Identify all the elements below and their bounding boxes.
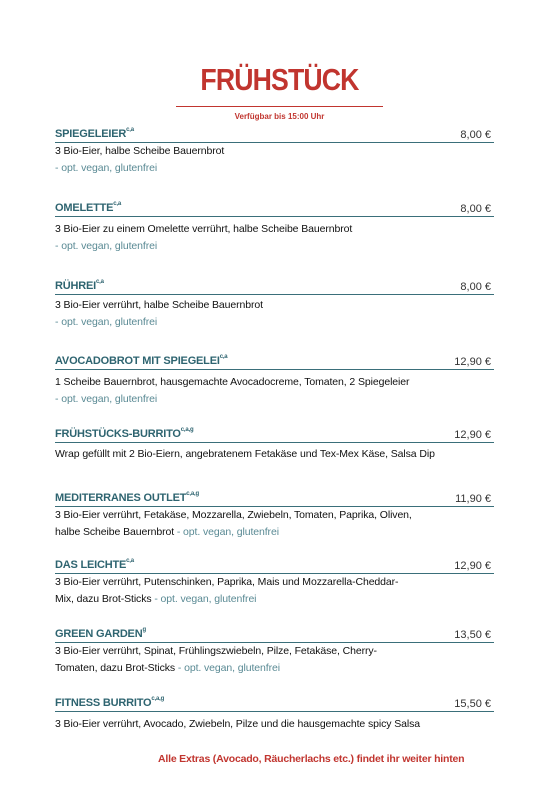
dietary-option: - opt. vegan, glutenfrei	[174, 526, 279, 538]
menu-item-description: Tomaten, dazu Brot-Sticks - opt. vegan, glutenfrei	[55, 662, 280, 674]
title-divider	[176, 106, 383, 107]
menu-item-description: 3 Bio-Eier verrührt, Spinat, Frühlingszwiebeln, Pilze, Fetakäse, Cherry-	[55, 645, 377, 657]
menu-item-description: Mix, dazu Brot-Sticks - opt. vegan, glutenfrei	[55, 593, 257, 605]
allergen-codes: c,a	[219, 354, 228, 360]
menu-item	[55, 200, 494, 255]
menu-item-name: AVOCADOBROT MIT SPIEGELEI$^{c,a}$	[55, 354, 228, 367]
menu-item-description: 3 Bio-Eier verrührt, Avocado, Zwiebeln, Pilze und die hausgemachte spicy Salsa	[55, 718, 420, 730]
dietary-option: - opt. vegan, glutenfrei	[55, 316, 158, 328]
menu-item-name: FRÜHSTÜCKS-BURRITO$^{c,a,g}$	[55, 427, 194, 440]
menu-item-name: MEDITERRANES OUTLET$^{c,a,g}$	[55, 491, 199, 504]
allergen-codes: c,a	[113, 201, 122, 207]
menu-item-name: DAS LEICHTE$^{c,a}$	[55, 558, 134, 571]
allergen-codes: c,a	[126, 127, 134, 133]
menu-item-description	[55, 314, 494, 331]
menu-item	[55, 626, 494, 677]
menu-item-price: 13,50 €	[454, 629, 491, 641]
menu-item-price: 8,00 €	[460, 281, 491, 293]
menu-item	[55, 278, 494, 331]
menu-item-description: 1 Scheibe Bauernbrot, hausgemachte Avocadocreme, Tomaten, 2 Spiegeleier	[55, 376, 410, 388]
menu-item-header	[55, 126, 494, 143]
menu-item-header	[55, 353, 494, 370]
menu-item-header	[55, 200, 494, 217]
menu-item-description	[55, 238, 494, 255]
menu-item	[55, 490, 494, 541]
dietary-option: - opt. vegan, glutenfrei	[55, 162, 158, 174]
dietary-option: - opt. vegan, glutenfrei	[55, 240, 158, 252]
allergen-codes: c,a	[126, 558, 134, 564]
dietary-option: - opt. vegan, glutenfrei	[175, 662, 280, 674]
allergen-codes: c,a,g	[180, 427, 194, 433]
menu-item	[55, 353, 494, 408]
menu-item-description	[55, 160, 494, 177]
menu-item-price: 12,90 €	[454, 356, 491, 368]
menu-item-price: 11,90 €	[455, 493, 491, 505]
menu-item-description: halbe Scheibe Bauernbrot - opt. vegan, glutenfrei	[55, 526, 279, 538]
dietary-option: - opt. vegan, glutenfrei	[151, 593, 257, 605]
menu-item-description: 3 Bio-Eier zu einem Omelette verrührt, halbe Scheibe Bauernbrot	[55, 223, 353, 235]
allergen-codes: c,a	[95, 279, 104, 285]
menu-item	[55, 426, 494, 463]
menu-item	[55, 557, 494, 608]
menu-item-price: 8,00 €	[460, 129, 491, 141]
menu-item-header	[55, 278, 494, 295]
menu-item-header	[55, 426, 494, 443]
page-title: FRÜHSTÜCK	[200, 62, 359, 97]
availability-note: Verfügbar bis 15:00 Uhr	[234, 112, 325, 121]
menu-item-name: SPIEGELEIER$^{c,a}$	[55, 127, 134, 140]
dietary-option: - opt. vegan, glutenfrei	[55, 393, 158, 405]
menu-item-description: Wrap gefüllt mit 2 Bio-Eiern, angebratenem Fetakäse und Tex-Mex Käse, Salsa Dip	[55, 448, 435, 460]
menu-item-description: 3 Bio-Eier verrührt, halbe Scheibe Bauernbrot	[55, 299, 263, 311]
allergen-codes: g	[142, 627, 146, 633]
menu-item-price: 12,90 €	[454, 560, 491, 572]
menu-item-price: 12,90 €	[454, 429, 491, 441]
menu-item-description: 3 Bio-Eier, halbe Scheibe Bauernbrot	[55, 145, 225, 157]
menu-item-name: FITNESS BURRITO$^{c,a,g}$	[55, 696, 165, 709]
menu-item-header	[55, 695, 494, 712]
extras-note: Alle Extras (Avocado, Räucherlachs etc.) findet ihr weiter hinten	[158, 753, 465, 765]
menu-item-price: 15,50 €	[454, 698, 491, 710]
menu-item-name: RÜHREI$^{c,a}$	[55, 279, 104, 292]
menu-item-description: 3 Bio-Eier verrührt, Fetakäse, Mozzarella, Zwiebeln, Tomaten, Paprika, Oliven,	[55, 509, 412, 521]
allergen-codes: c,a,g	[186, 491, 199, 497]
menu-item-header	[55, 557, 494, 574]
menu-item	[55, 695, 494, 733]
menu-item-header	[55, 626, 494, 643]
menu-item	[55, 126, 494, 177]
menu-item-name: OMELETTE$^{c,a}$	[55, 201, 122, 214]
allergen-codes: c,a,g	[151, 696, 165, 702]
menu-item-description: 3 Bio-Eier verrührt, Putenschinken, Paprika, Mais und Mozzarella-Cheddar-	[55, 576, 399, 588]
menu-item-description	[55, 391, 494, 408]
menu-item-header	[55, 490, 494, 507]
menu-item-price: 8,00 €	[460, 203, 491, 215]
menu-item-name: GREEN GARDEN$^g$	[55, 627, 146, 640]
